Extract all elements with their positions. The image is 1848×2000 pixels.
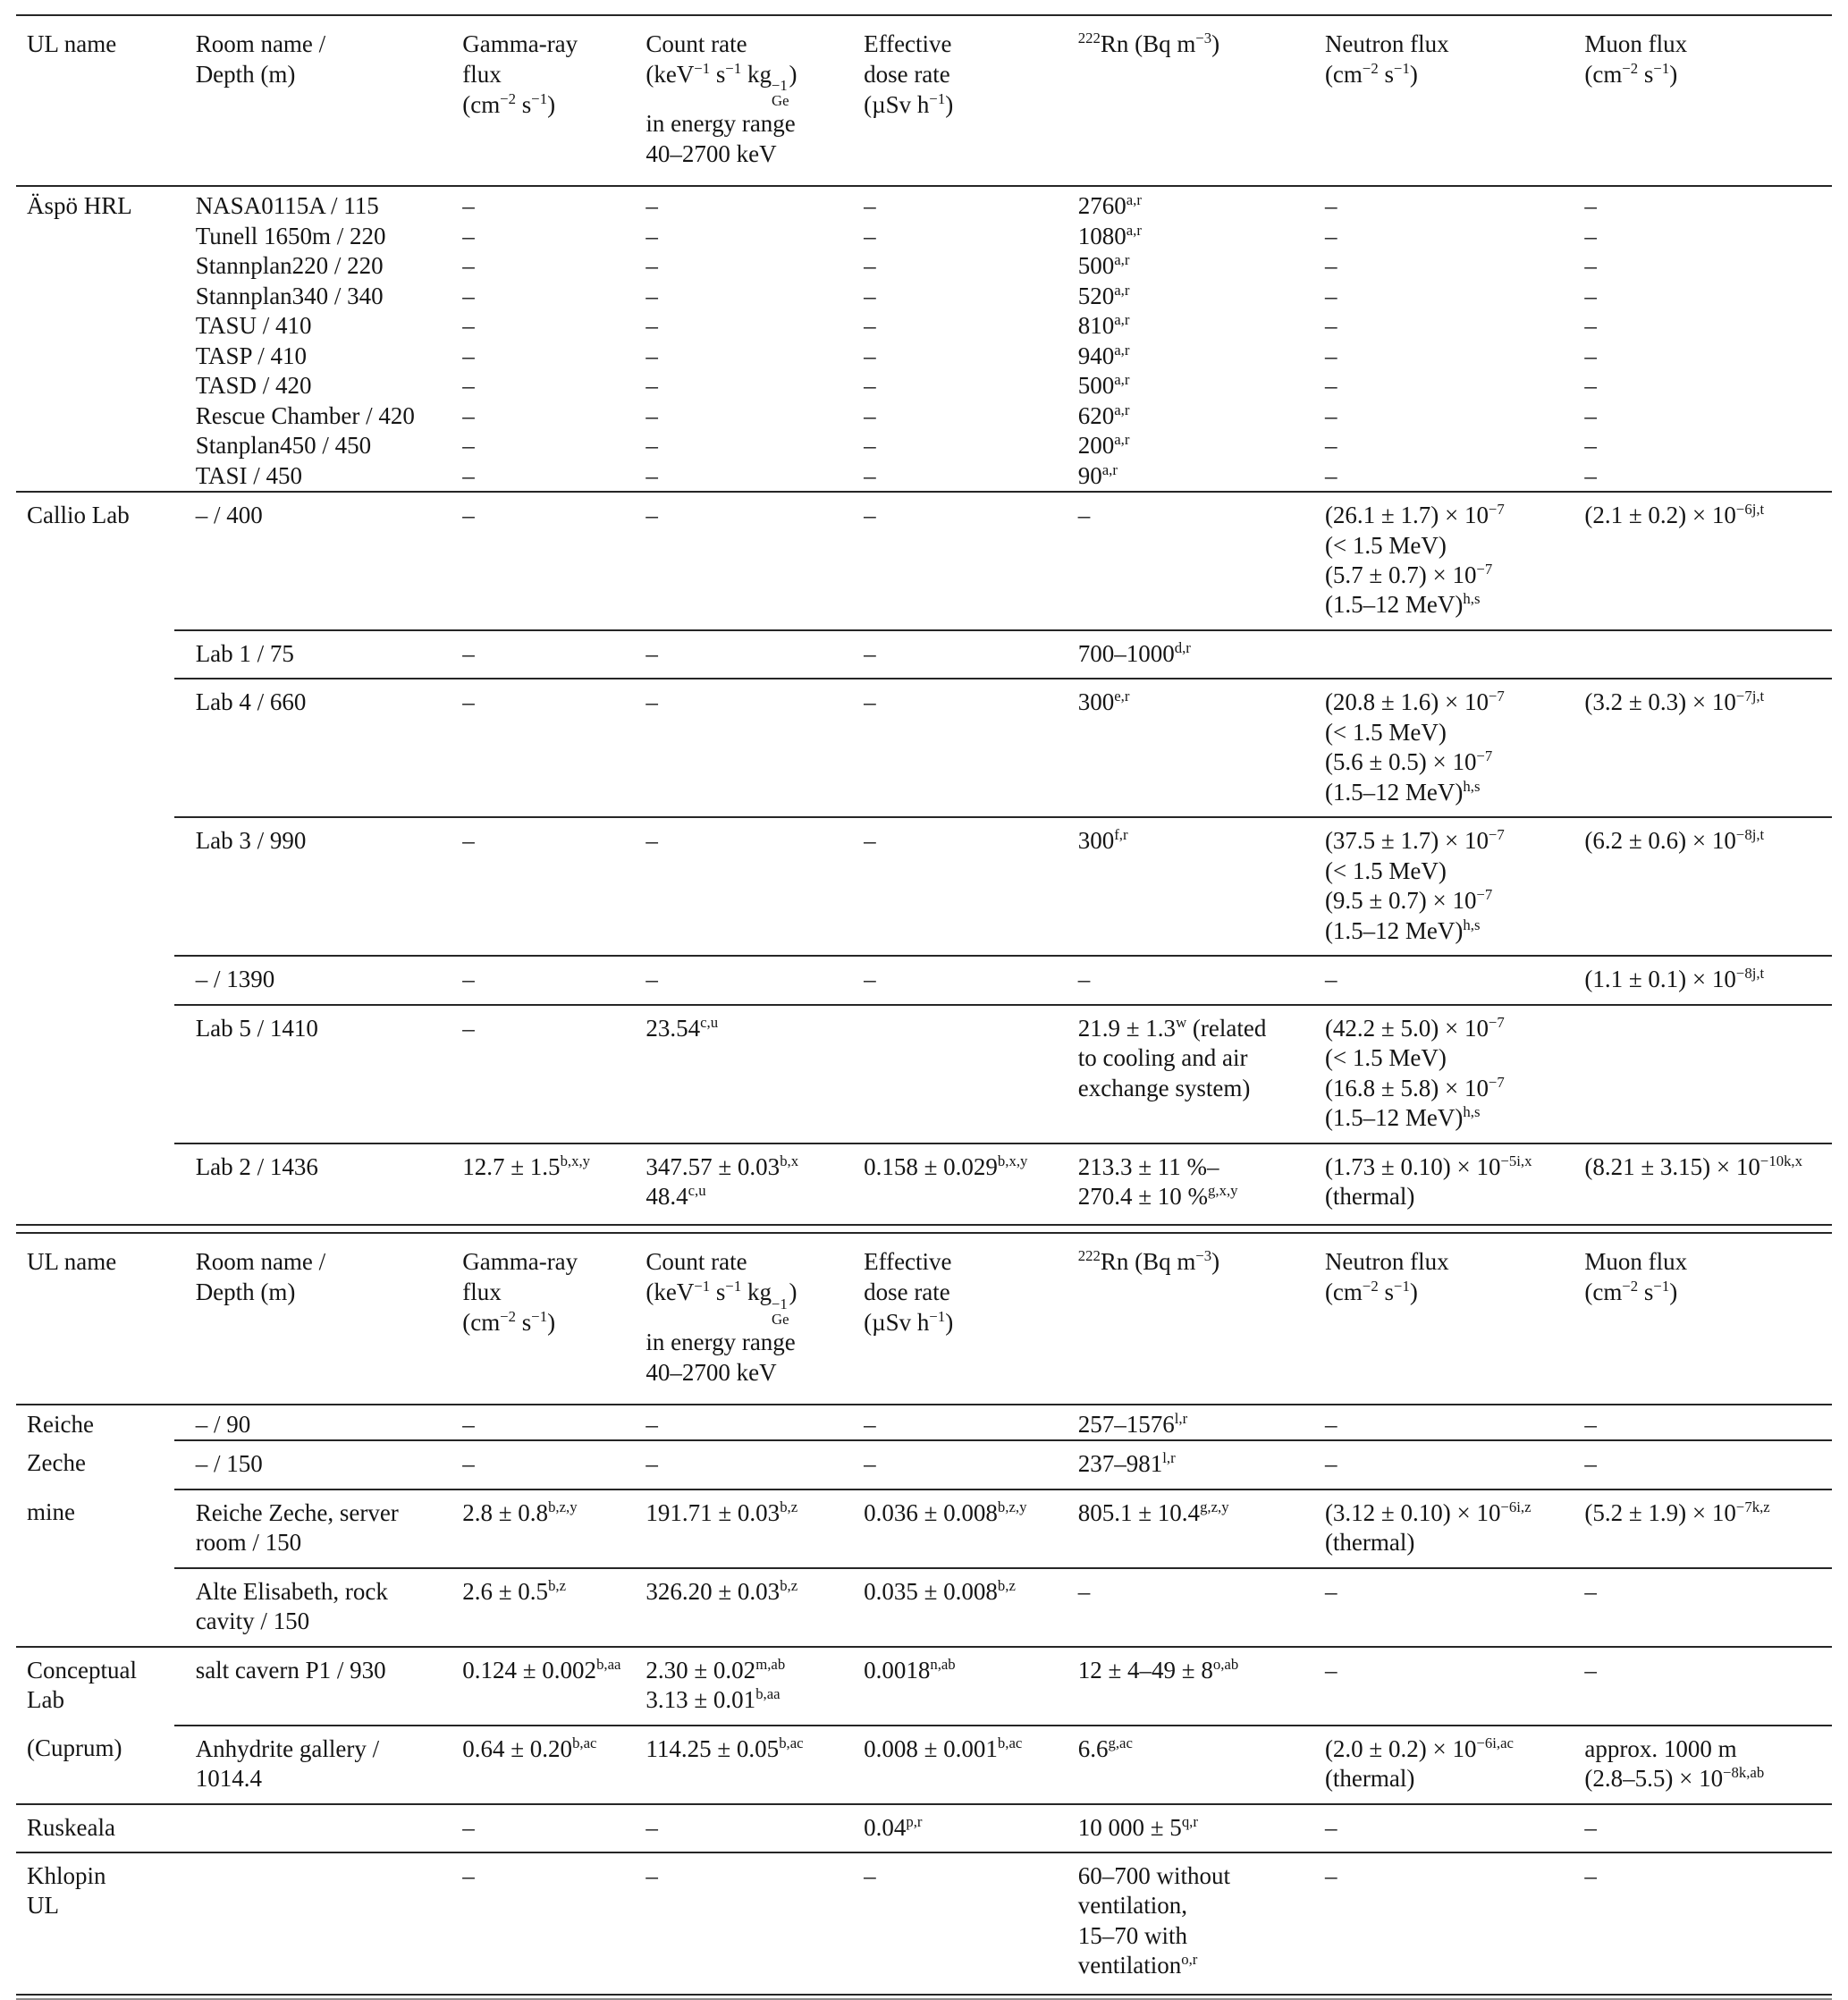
dose-rate-cell: – [864, 282, 876, 309]
room-depth-cell: NASA0115A / 115 [195, 192, 379, 220]
gamma-flux-cell: $12.7 \pm 1.5^{b,x,y}$ [441, 1143, 624, 1226]
ul-name-cell: Conceptual Lab [16, 1647, 174, 1726]
neutron-flux-cell: $(26.1 \pm 1.7) \times 10^{-7}$ (< 1.5 MeV) $(5.7 \pm 0.7) \times 10^{-7}$ (1.5–12 MeV)$^{h,s}$ [1304, 492, 1563, 630]
gamma-flux-cell: – [462, 432, 475, 460]
dose-rate-cell: $0.0018^{n,ab}$ [842, 1647, 1057, 1726]
table-row [16, 401, 1832, 431]
room-depth-cell: TASI / 450 [195, 461, 303, 489]
dose-rate-cell: – [842, 679, 1057, 817]
table-row [16, 1005, 1832, 1143]
count-rate-cell: – [646, 461, 658, 489]
radiation-table-lower [16, 1232, 1832, 1995]
room-depth-cell: Alte Elisabeth, rock cavity / 150 [174, 1568, 442, 1647]
neutron-flux-cell: – [1304, 1568, 1563, 1647]
radon-cell: 200$^{a,r}$ [1077, 431, 1130, 460]
radon-header: $^{222}$Rn (Bq $m^{-3}$) [1057, 1233, 1304, 1404]
count-rate-cell: $114.25 \pm 0.05^{b,ac}$ [624, 1726, 842, 1804]
dose-rate-cell: – [864, 401, 876, 429]
ul-name-cell: Zeche [27, 1449, 86, 1477]
muon-flux-cell: $(3.2 \pm 0.3) \times 10^{-7j,t}$ [1563, 679, 1832, 817]
header-row [16, 15, 1832, 186]
dose-rate-cell: 0.04$^{p,r}$ [842, 1804, 1057, 1852]
count-rate-cell: – [624, 679, 842, 817]
count-rate-cell: – [646, 282, 658, 309]
gamma-flux-cell: – [462, 1410, 475, 1438]
neutron-flux-cell: – [1304, 1804, 1563, 1852]
neutron-flux-cell [1304, 630, 1563, 679]
dose-rate-cell: – [864, 192, 876, 220]
neutron-flux-cell: – [1304, 1647, 1563, 1726]
table-row [16, 282, 1832, 311]
room-depth-cell: TASD / 420 [195, 372, 312, 400]
muon-flux-cell: – [1584, 192, 1597, 220]
ul-name-header: UL name [16, 15, 174, 186]
muon-flux-cell: – [1584, 1410, 1597, 1438]
table-row [16, 431, 1832, 460]
neutron-flux-cell: – [1324, 342, 1337, 369]
ul-name-cell [16, 461, 174, 492]
radon-cell: 1080$^{a,r}$ [1077, 221, 1142, 249]
table-row [16, 817, 1832, 956]
count-rate-cell: – [646, 192, 658, 220]
radon-cell: 500$^{a,r}$ [1077, 251, 1130, 280]
header-row [16, 1233, 1832, 1404]
muon-flux-cell: – [1563, 1647, 1832, 1726]
table-row [16, 371, 1832, 401]
muon-flux-cell: – [1563, 1804, 1832, 1852]
muon-flux-cell: – [1584, 222, 1597, 249]
muon-flux-cell: – [1584, 252, 1597, 280]
ul-name-cell [16, 311, 174, 341]
dose-rate-cell: – [864, 342, 876, 369]
gamma-flux-header: Gamma-ray flux ($cm^{-2}$ $s^{-1}$) [441, 15, 624, 186]
table-row [16, 1852, 1832, 1995]
neutron-flux-cell: – [1324, 282, 1337, 309]
dose-rate-cell: $0.036 \pm 0.008^{b,z,y}$ [842, 1489, 1057, 1568]
table-row [16, 630, 1832, 679]
gamma-flux-cell: – [441, 630, 624, 679]
ul-name-header: UL name [16, 1233, 174, 1404]
room-depth-cell: salt cavern P1 / 930 [174, 1647, 442, 1726]
radon-cell: $12 \pm 4-49 \pm 8^{o,ab}$ [1057, 1647, 1304, 1726]
neutron-flux-cell: – [1324, 461, 1337, 489]
ul-name-cell [16, 1143, 174, 1226]
room-depth-cell: – / 1390 [174, 956, 442, 1004]
gamma-flux-cell: – [462, 461, 475, 489]
radiation-table-upper [16, 14, 1832, 1226]
gamma-flux-cell: – [441, 817, 624, 956]
gamma-flux-cell: $0.64 \pm 0.20^{b,ac}$ [441, 1726, 624, 1804]
radon-cell: 213.3 ± 11 %– 270.4 ± 10 %$^{g,x,y}$ [1057, 1143, 1304, 1226]
radon-cell: 620$^{a,r}$ [1077, 401, 1130, 429]
ul-name-cell [16, 1568, 174, 1647]
room-depth-cell: Lab 3 / 990 [174, 817, 442, 956]
gamma-flux-cell: – [441, 1804, 624, 1852]
ul-name-cell [16, 342, 174, 371]
muon-flux-cell: $(1.1 \pm 0.1) \times 10^{-8j,t}$ [1563, 956, 1832, 1004]
dose-rate-cell: – [864, 312, 876, 340]
ul-name-cell [16, 817, 174, 956]
gamma-flux-cell: – [462, 342, 475, 369]
count-rate-cell: – [646, 222, 658, 249]
radon-cell: $21.9 \pm 1.3^w$ (related to cooling and air exchange system) [1057, 1005, 1304, 1143]
gamma-flux-cell: – [441, 679, 624, 817]
dose-rate-cell [842, 1005, 1057, 1143]
radon-cell: 940$^{a,r}$ [1077, 341, 1130, 369]
count-rate-cell: – [624, 1440, 842, 1489]
neutron-flux-cell: – [1324, 372, 1337, 400]
room-depth-cell: TASP / 410 [195, 342, 308, 369]
gamma-flux-cell: – [462, 312, 475, 340]
room-depth-cell: – / 150 [174, 1440, 442, 1489]
table-header-upper [16, 15, 1832, 186]
ul-name-cell [16, 679, 174, 817]
dose-rate-cell: – [864, 461, 876, 489]
muon-flux-cell: – [1584, 461, 1597, 489]
room-depth-cell: Tunell 1650m / 220 [195, 222, 386, 249]
room-depth-cell: Lab 2 / 1436 [174, 1143, 442, 1226]
muon-flux-cell [1563, 630, 1832, 679]
muon-flux-cell: – [1584, 432, 1597, 460]
table-row [16, 1143, 1832, 1226]
room-depth-cell: Lab 4 / 660 [174, 679, 442, 817]
neutron-flux-cell: – [1324, 432, 1337, 460]
muon-flux-cell: – [1584, 372, 1597, 400]
room-depth-cell: Rescue Chamber / 420 [195, 401, 415, 429]
table-row [16, 1440, 1832, 1489]
dose-rate-cell: $0.008 \pm 0.001^{b,ac}$ [842, 1726, 1057, 1804]
ul-name-cell [16, 222, 174, 251]
count-rate-cell: – [624, 492, 842, 630]
count-rate-cell: – [624, 1804, 842, 1852]
table-row [16, 222, 1832, 251]
room-depth-header: Room name / Depth (m) [174, 1233, 442, 1404]
ul-name-cell: Khlopin UL [16, 1852, 174, 1995]
muon-flux-header: Muon flux ($cm^{-2}$ $s^{-1}$) [1563, 1233, 1832, 1404]
gamma-flux-cell: $0.124 \pm 0.002^{b,aa}$ [441, 1647, 624, 1726]
dose-rate-header: Effective dose rate (µSv $h^{-1}$) [842, 15, 1057, 186]
ul-name-cell [16, 401, 174, 431]
radon-header: $^{222}$Rn (Bq $m^{-3}$) [1057, 15, 1304, 186]
gamma-flux-cell: – [441, 1440, 624, 1489]
room-depth-cell [174, 1804, 442, 1852]
ul-name-cell: (Cuprum) [27, 1734, 122, 1761]
table-row [16, 251, 1832, 281]
table-row [16, 679, 1832, 817]
count-rate-cell: – [646, 342, 658, 369]
neutron-flux-cell: – [1304, 1440, 1563, 1489]
count-rate-cell: $347.57 \pm 0.03^{b,x}$ 48.4$^{c,u}$ [624, 1143, 842, 1226]
count-rate-cell: – [646, 312, 658, 340]
room-depth-cell: – / 400 [174, 492, 442, 630]
table-row [16, 1726, 1832, 1804]
table-header-lower [16, 1233, 1832, 1404]
gamma-flux-cell: – [462, 372, 475, 400]
table-row [16, 1489, 1832, 1568]
radon-cell: 520$^{a,r}$ [1077, 281, 1130, 309]
radon-cell: 2760$^{a,r}$ [1077, 191, 1142, 220]
muon-flux-header: Muon flux ($cm^{-2}$ $s^{-1}$) [1563, 15, 1832, 186]
neutron-flux-cell: – [1304, 956, 1563, 1004]
count-rate-cell: – [646, 1410, 658, 1438]
count-rate-cell: $2.30 \pm 0.02^{m,ab}$ $3.13 \pm 0.01^{b,aa}$ [624, 1647, 842, 1726]
neutron-flux-cell: – [1324, 1410, 1337, 1438]
table-row [16, 956, 1832, 1004]
ul-name-cell [16, 956, 174, 1004]
room-depth-cell: Stanplan450 / 450 [195, 432, 372, 460]
muon-flux-cell: – [1563, 1440, 1832, 1489]
ul-name-cell [16, 431, 174, 460]
room-depth-cell: Stannplan340 / 340 [195, 282, 384, 309]
radon-cell: – [1057, 956, 1304, 1004]
radon-cell: 257–1576$^{l,r}$ [1077, 1409, 1188, 1438]
neutron-flux-cell: – [1324, 401, 1337, 429]
gamma-flux-cell: $2.8 \pm 0.8^{b,z,y}$ [441, 1489, 624, 1568]
neutron-flux-cell: – [1304, 1852, 1563, 1995]
radon-cell: 10 $000 \pm 5^{q,r}$ [1057, 1804, 1304, 1852]
dose-rate-cell: – [864, 372, 876, 400]
table-body-upper [16, 186, 1832, 1225]
count-rate-cell: – [624, 817, 842, 956]
room-depth-cell: Lab 5 / 1410 [174, 1005, 442, 1143]
radon-cell: – [1057, 1568, 1304, 1647]
count-rate-cell: $326.20 \pm 0.03^{b,z}$ [624, 1568, 842, 1647]
muon-flux-cell: – [1563, 1852, 1832, 1995]
dose-rate-cell: – [842, 1440, 1057, 1489]
neutron-flux-cell: $(20.8 \pm 1.6) \times 10^{-7}$ (< 1.5 MeV) $(5.6 \pm 0.5) \times 10^{-7}$ (1.5–12 MeV)$^{h,s}$ [1304, 679, 1563, 817]
table-row [16, 186, 1832, 221]
room-depth-cell: Anhydrite gallery / 1014.4 [174, 1726, 442, 1804]
gamma-flux-cell: – [441, 956, 624, 1004]
muon-flux-cell: $(5.2 \pm 1.9) \times 10^{-7k,z}$ [1563, 1489, 1832, 1568]
count-rate-cell: – [646, 252, 658, 280]
radon-cell: $805.1 \pm 10.4^{g,z,y}$ [1057, 1489, 1304, 1568]
count-rate-cell: 23.54$^{c,u}$ [624, 1005, 842, 1143]
ul-name-cell: Callio Lab [16, 492, 174, 630]
dose-rate-cell: – [842, 492, 1057, 630]
muon-flux-cell: – [1563, 1568, 1832, 1647]
dose-rate-cell: – [842, 630, 1057, 679]
neutron-flux-cell: – [1324, 252, 1337, 280]
gamma-flux-header: Gamma-ray flux ($cm^{-2}$ $s^{-1}$) [441, 1233, 624, 1404]
table-row [16, 342, 1832, 371]
muon-flux-cell: $(2.1 \pm 0.2) \times 10^{-6j,t}$ [1563, 492, 1832, 630]
table-row [16, 1647, 1832, 1726]
muon-flux-cell: – [1584, 342, 1597, 369]
muon-flux-cell: approx. 1000 m $(2.8-5.5) \times 10^{-8k,ab}$ [1563, 1726, 1832, 1804]
neutron-flux-cell: $(1.73 \pm 0.10) \times 10^{-5i,x}$ (thermal) [1304, 1143, 1563, 1226]
table-row [16, 461, 1832, 492]
neutron-flux-cell: – [1324, 312, 1337, 340]
gamma-flux-cell: – [462, 282, 475, 309]
gamma-flux-cell: – [462, 192, 475, 220]
gamma-flux-cell: – [441, 1005, 624, 1143]
dose-rate-cell: $0.158 \pm 0.029^{b,x,y}$ [842, 1143, 1057, 1226]
ul-name-cell [16, 371, 174, 401]
dose-rate-cell: – [842, 1852, 1057, 1995]
muon-flux-cell: – [1584, 312, 1597, 340]
table-row [16, 492, 1832, 630]
ul-name-cell: Ruskeala [16, 1804, 174, 1852]
gamma-flux-cell: – [441, 492, 624, 630]
gamma-flux-cell: – [462, 222, 475, 249]
dose-rate-cell: – [864, 432, 876, 460]
room-depth-cell: TASU / 410 [195, 312, 312, 340]
gamma-flux-cell: $2.6 \pm 0.5^{b,z}$ [441, 1568, 624, 1647]
muon-flux-cell: – [1584, 282, 1597, 309]
radon-cell: 300$^{f,r}$ [1057, 817, 1304, 956]
neutron-flux-cell: $(42.2 \pm 5.0) \times 10^{-7}$ (< 1.5 MeV) $(16.8 \pm 5.8) \times 10^{-7}$ (1.5–12 MeV)$^{h,s}$ [1304, 1005, 1563, 1143]
neutron-flux-header: Neutron flux ($cm^{-2}$ $s^{-1}$) [1304, 15, 1563, 186]
gamma-flux-cell: – [462, 252, 475, 280]
count-rate-cell: – [646, 432, 658, 460]
count-rate-cell: – [646, 372, 658, 400]
room-depth-cell: – / 90 [195, 1410, 251, 1438]
count-rate-header: Count rate (keV$^{-1}$ $s^{-1}$ kg −1 Ge ) in energy range 40–2700 keV [624, 1233, 842, 1404]
neutron-flux-cell: – [1324, 192, 1337, 220]
count-rate-cell: – [624, 1852, 842, 1995]
count-rate-cell: $191.71 \pm 0.03^{b,z}$ [624, 1489, 842, 1568]
dose-rate-cell: $0.035 \pm 0.008^{b,z}$ [842, 1568, 1057, 1647]
neutron-flux-cell: $(3.12 \pm 0.10) \times 10^{-6i,z}$ (thermal) [1304, 1489, 1563, 1568]
count-rate-cell: – [624, 630, 842, 679]
count-rate-cell: – [624, 956, 842, 1004]
ul-name-cell [16, 1005, 174, 1143]
table-body-lower [16, 1405, 1832, 1995]
radon-cell: 60–700 without ventilation, 15–70 with ventilation$^{o,r}$ [1057, 1852, 1304, 1995]
radon-cell: 500$^{a,r}$ [1077, 371, 1130, 400]
ul-name-cell [16, 630, 174, 679]
neutron-flux-header: Neutron flux ($cm^{-2}$ $s^{-1}$) [1304, 1233, 1563, 1404]
count-rate-cell: – [646, 401, 658, 429]
radon-cell: 237–981$^{l,r}$ [1057, 1440, 1304, 1489]
table-row [16, 1405, 1832, 1440]
neutron-flux-cell: $(2.0 \pm 0.2) \times 10^{-6i,ac}$ (thermal) [1304, 1726, 1563, 1804]
count-rate-header: Count rate (keV$^{-1}$ $s^{-1}$ kg −1 Ge ) in energy range 40–2700 keV [624, 15, 842, 186]
gamma-flux-cell: – [441, 1852, 624, 1995]
muon-flux-cell: $(8.21 \pm 3.15) \times 10^{-10k,x}$ [1563, 1143, 1832, 1226]
radon-cell: $6.6^{g,ac}$ [1057, 1726, 1304, 1804]
radon-cell: – [1057, 492, 1304, 630]
dose-rate-cell: – [842, 817, 1057, 956]
radon-cell: 700–1000$^{d,r}$ [1057, 630, 1304, 679]
table-row [16, 1804, 1832, 1852]
room-depth-cell [174, 1852, 442, 1995]
room-depth-cell: Stannplan220 / 220 [195, 252, 384, 280]
radon-cell: 300$^{e,r}$ [1057, 679, 1304, 817]
ul-name-cell [16, 282, 174, 311]
dose-rate-header: Effective dose rate (µSv $h^{-1}$) [842, 1233, 1057, 1404]
muon-flux-cell: $(6.2 \pm 0.6) \times 10^{-8j,t}$ [1563, 817, 1832, 956]
radon-cell: 90$^{a,r}$ [1077, 460, 1118, 489]
room-depth-cell: Lab 1 / 75 [174, 630, 442, 679]
dose-rate-cell: – [864, 1410, 876, 1438]
dose-rate-cell: – [864, 252, 876, 280]
radon-cell: 810$^{a,r}$ [1077, 311, 1130, 340]
table-row [16, 1568, 1832, 1647]
ul-name-cell [16, 251, 174, 281]
ul-name-cell: Reiche [27, 1410, 94, 1438]
muon-flux-cell: – [1584, 401, 1597, 429]
neutron-flux-cell: – [1324, 222, 1337, 249]
ul-name-cell: Äspö HRL [27, 192, 132, 220]
dose-rate-cell: – [842, 956, 1057, 1004]
room-depth-header: Room name / Depth (m) [174, 15, 442, 186]
neutron-flux-cell: $(37.5 \pm 1.7) \times 10^{-7}$ (< 1.5 MeV) $(9.5 \pm 0.7) \times 10^{-7}$ (1.5–12 MeV)$^{h,s}$ [1304, 817, 1563, 956]
room-depth-cell: Reiche Zeche, server room / 150 [174, 1489, 442, 1568]
ul-name-cell: mine [27, 1498, 75, 1525]
table-row [16, 311, 1832, 341]
dose-rate-cell: – [864, 222, 876, 249]
muon-flux-cell [1563, 1005, 1832, 1143]
gamma-flux-cell: – [462, 401, 475, 429]
